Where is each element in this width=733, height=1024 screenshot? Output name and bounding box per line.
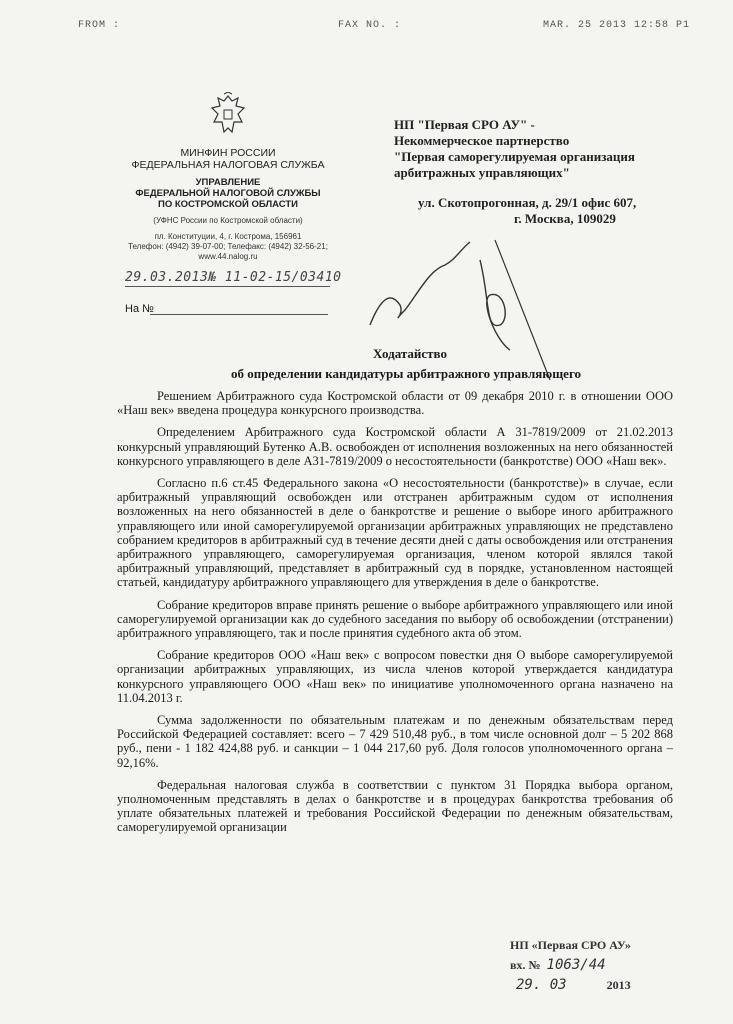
- fax-from: FROM :: [78, 20, 121, 31]
- stamp-in-label: вх. №: [510, 958, 541, 972]
- stamp-org: НП «Первая СРО АУ»: [510, 938, 631, 952]
- addressee-city: г. Москва, 109029: [514, 211, 616, 226]
- sender-ministry: МИНФИН РОССИИ: [180, 147, 276, 159]
- addressee-line-4: арбитражных управляющих": [394, 165, 570, 180]
- addressee-line-2: Некоммерческое партнерство: [394, 133, 570, 148]
- document-body: [117, 389, 673, 843]
- outgoing-date-number: 29.03.2013№ 11-02-15/03410: [125, 270, 342, 285]
- sender-block: [108, 92, 348, 262]
- sender-dept-1: УПРАВЛЕНИЕ: [195, 177, 261, 188]
- paragraph: Сумма задолженности по обязательным платежам и по денежным обязательствам перед Российской Федерацией составляет: всего – 7 429 510,48 руб., в том числе основной долг – 5 202 868 руб., пени - 1 182 424,88 руб. и санкции – 1 044 217,60 руб. Доля голосов уполномоченного органа – 92,16%.: [117, 713, 673, 770]
- sender-phones: Телефон: (4942) 39-07-00; Телефакс: (4942) 32-56-21;: [128, 242, 328, 251]
- paragraph: Собрание кредиторов ООО «Наш век» с вопросом повестки дня О выборе саморегулируемой организации арбитражных управляющих, из числа членов которой утверждается кандидатура конкурсного управляющего ООО «Наш век» по инициативе уполномоченного органа назначено на 11.04.2013 г.: [117, 648, 673, 705]
- addressee-block: [394, 117, 694, 227]
- sender-dept-3: ПО КОСТРОМСКОЙ ОБЛАСТИ: [157, 199, 299, 210]
- sender-short-name: (УФНС России по Костромской области): [153, 216, 303, 225]
- reference-number-line: [150, 314, 328, 315]
- document-title: Ходатайство: [373, 346, 447, 361]
- addressee-line-3: "Первая саморегулируемая организация: [394, 149, 635, 164]
- paragraph: Собрание кредиторов вправе принять решение о выборе арбитражного управляющего или иной саморегулируемой организации как до судебного заседания по выбору об освобождении (отстранении) арбитражного управляющего, так и после принятия судебного акта об этом.: [117, 597, 673, 641]
- paragraph: Федеральная налоговая служба в соответствии с пунктом 31 Порядка выбора органом, уполномоченным представлять в делах о банкротстве и в процедурах банкротства требования об уплате обязательных платежей и требования Российской Федерации по денежным обязательствам, саморегулируемой организации: [117, 777, 673, 835]
- reference-number-label: На №: [125, 303, 154, 315]
- fax-number: FAX NO. :: [338, 20, 402, 31]
- date-number-underline: [125, 286, 330, 287]
- stamp-in-number: 1063/44: [546, 957, 606, 973]
- stamp-year: 2013: [606, 978, 631, 992]
- addressee-street: ул. Скотопрогонная, д. 29/1 офис 607,: [418, 195, 637, 210]
- paragraph: Решением Арбитражного суда Костромской области от 09 декабря 2010 г. в отношении ООО «Наш век» введена процедура конкурсного производства.: [117, 389, 673, 418]
- fax-datetime: MAR. 25 2013 12:58 P1: [543, 20, 691, 31]
- stamp-date: 29. 03: [516, 977, 567, 993]
- sender-address: пл. Конституции, 4, г. Кострома, 156961: [154, 232, 302, 241]
- sender-service: ФЕДЕРАЛЬНАЯ НАЛОГОВАЯ СЛУЖБА: [131, 159, 325, 171]
- sender-website: www.44.nalog.ru: [198, 252, 258, 261]
- sender-dept-2: ФЕДЕРАЛЬНОЙ НАЛОГОВОЙ СЛУЖБЫ: [135, 188, 321, 199]
- paragraph: Определением Арбитражного суда Костромской области А 31-7819/2009 от 21.02.2013 конкурсный управляющий Бутенко А.В. освобожден от исполнения возложенных на него обязанностей конкурсного управляющего в деле А31-7819/2009 о несостоятельности (банкротстве) ООО «Наш век».: [117, 425, 673, 468]
- paragraph: Согласно п.6 ст.45 Федерального закона «О несостоятельности (банкротстве)» в случае, если арбитражный управляющий освобожден или отстранен арбитражным судом от исполнения возложенных на него обязанностей в деле о банкротстве и решение о выборе иного арбитражного управляющего или иной саморегулируемой организации арбитражных управляющих не представлено собранием кредиторов в арбитражный суд в течение десяти дней с даты освобождения или отстранения арбитражного управляющего, саморегулируемая организация, членом которой являлся такой арбитражный управляющий, представляет в арбитражный суд в порядке, установленном настоящей статьей, кандидатуру арбитражного управляющего для утверждения в деле о банкротстве.: [117, 476, 673, 590]
- incoming-stamp: [510, 933, 700, 993]
- document-subtitle: об определении кандидатуры арбитражного управляющего: [231, 366, 582, 381]
- coat-of-arms-icon: [208, 92, 248, 138]
- addressee-line-1: НП "Первая СРО АУ" -: [394, 117, 535, 132]
